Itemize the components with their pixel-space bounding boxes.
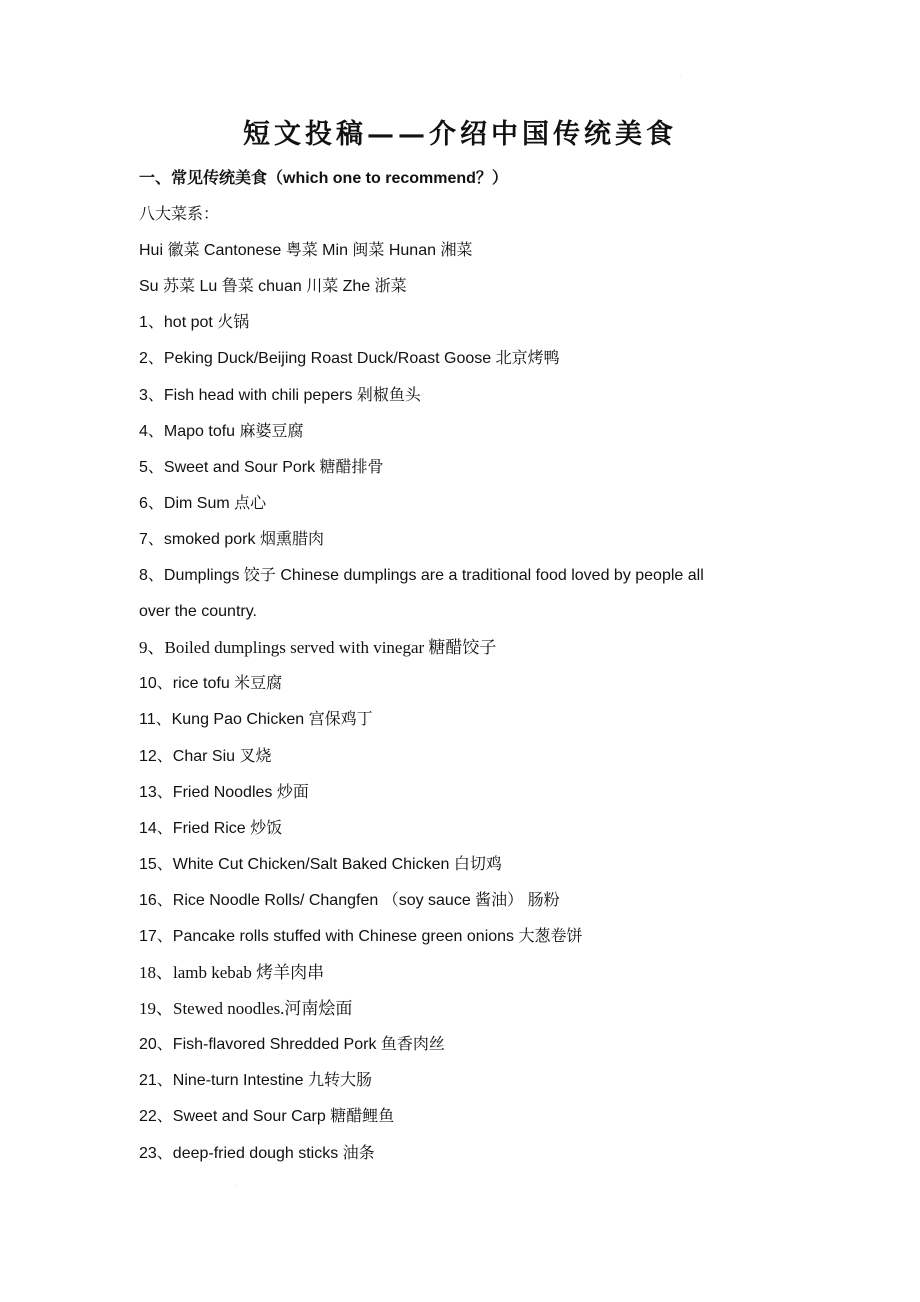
list-item: 2、Peking Duck/Beijing Roast Duck/Roast Goose 北京烤鸭: [139, 350, 560, 368]
list-item-continuation: over the country.: [139, 603, 257, 621]
list-item: 7、smoked pork 烟熏腊肉: [139, 530, 324, 548]
document-body: [139, 161, 789, 1172]
list-item: 15、White Cut Chicken/Salt Baked Chicken 白切鸡: [139, 855, 502, 873]
list-item: 3、Fish head with chili pepers 剁椒鱼头: [139, 386, 421, 404]
list-item: 21、Nine-turn Intestine 九转大肠: [139, 1072, 372, 1090]
section-heading: 一、常见传统美食（which one to recommend？）: [139, 170, 508, 187]
list-item: 1、hot pot 火锅: [139, 314, 250, 332]
list-item: 9、Boiled dumplings served with vinegar 糖醋饺子: [139, 638, 497, 658]
cuisines-line-1: Hui 徽菜 Cantonese 粤菜 Min 闽菜 Hunan 湘菜: [139, 242, 473, 260]
list-item: 22、Sweet and Sour Carp 糖醋鲤鱼: [139, 1108, 395, 1126]
list-item: 23、deep-fried dough sticks 油条: [139, 1144, 375, 1162]
list-item: 20、Fish-flavored Shredded Pork 鱼香肉丝: [139, 1036, 445, 1054]
corner-mark-bottom: :: [236, 1184, 238, 1190]
document-title: 短文投稿——介绍中国传统美食: [243, 119, 677, 150]
corner-mark-top: :: [680, 74, 682, 80]
list-item: 5、Sweet and Sour Pork 糖醋排骨: [139, 458, 384, 476]
list-item: 14、Fried Rice 炒饭: [139, 819, 283, 837]
list-item: 18、lamb kebab 烤羊肉串: [139, 963, 325, 983]
list-item: 12、Char Siu 叉烧: [139, 747, 272, 765]
list-item: 13、Fried Noodles 炒面: [139, 783, 309, 801]
list-item: 10、rice tofu 米豆腐: [139, 675, 283, 693]
list-item: 17、Pancake rolls stuffed with Chinese green onions 大葱卷饼: [139, 927, 583, 945]
list-item: 16、Rice Noodle Rolls/ Changfen （soy sauce 酱油） 肠粉: [139, 891, 560, 909]
list-item: 19、Stewed noodles.河南烩面: [139, 999, 353, 1019]
list-item: 4、Mapo tofu 麻婆豆腐: [139, 422, 304, 440]
list-item: 11、Kung Pao Chicken 宫保鸡丁: [139, 711, 373, 729]
list-item: 6、Dim Sum 点心: [139, 494, 267, 512]
list-item: 8、Dumplings 饺子 Chinese dumplings are a traditional food loved by people all: [139, 567, 704, 585]
subheading: 八大菜系：: [139, 206, 220, 224]
cuisines-line-2: Su 苏菜 Lu 鲁菜 chuan 川菜 Zhe 浙菜: [139, 278, 407, 296]
